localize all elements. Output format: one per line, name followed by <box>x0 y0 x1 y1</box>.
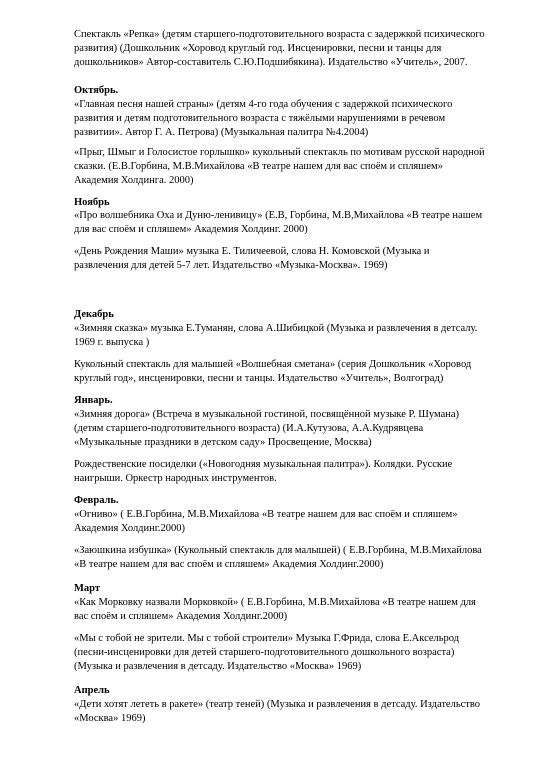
text-line: дошкольников» Автор-составитель С.Ю.Подшибякина). Издательство «Учитель», 2007. <box>74 57 468 68</box>
heading-april: Апрель <box>74 685 110 696</box>
text-line: (детям старшего-подготовительного возраста) (И.А.Кутузова, А.А.Кудрявцева <box>74 423 424 434</box>
text-line: «Зимняя сказка» музыка Е.Туманян, слова А.Шибицкой (Музыка и развлечения в детсалу. <box>74 323 478 334</box>
text-line: 1969 г. выпуска ) <box>74 337 150 348</box>
text-line: «Прыг, Шмыг и Голосистое горлышко» кукольный спектакль по мотивам русской народной <box>74 147 485 158</box>
text-line: «Мы с тобой не зрители. Мы с тобой строители» Музыка Г.Фрида, слова Е.Аксельрод <box>74 633 460 644</box>
text-line: вас споём и спляшем» Академия Холдинг.2000) <box>74 611 288 622</box>
text-line: (Музыка и развлечения в детсаду. Издательство «Москва» 1969) <box>74 661 362 672</box>
text-line: наигрыши. Оркестр народных инструментов. <box>74 473 277 484</box>
heading-february: Февраль. <box>74 495 119 506</box>
text-line: (песни-инсценировки для детей старшего-подготовительного дошкольного возраста) <box>74 647 455 658</box>
text-line: Академия Холдинг.2000) <box>74 523 186 534</box>
text-line: «Дети хотят лететь в ракете» (театр теней) (Музыка и развлечения в детсаду. Издательство <box>74 699 481 710</box>
text-line: развитии». Автор Г. А. Петрова) (Музыкальная палитра №4.2004) <box>74 127 369 138</box>
text-line: «Огниво» ( Е.В.Горбина, М.В.Михайлова «В театре нашем для вас споём и спляшем» <box>74 509 458 520</box>
text-line: Спектакль «Репка» (детям старшего-подготовительного возраста с задержкой психического <box>74 29 485 40</box>
heading-january: Январь. <box>74 395 113 406</box>
text-line: «Как Морковку назвали Морковкой» ( Е.В.Горбина, М.В.Михайлова «В театре нашем для <box>74 597 476 608</box>
text-line: «В театре нашем для вас споём и спляшем» Академия Холдинг.2000) <box>74 559 384 570</box>
text-line: «Зимняя дорога» (Встреча в музыкальной гостиной, посвящённой музыке Р. Шумана) <box>74 409 460 420</box>
text-line: развития и детям подготовительного возраста с тяжёлыми нарушениями в речевом <box>74 113 446 124</box>
text-line: «Музыкальные праздники в детском саду» Просвещение, Москва) <box>74 437 372 448</box>
heading-december: Декабрь <box>74 309 114 320</box>
text-line: Кукольный спектакль для малышей «Волшебная сметана» (серия Дошкольник «Хоровод <box>74 359 472 370</box>
heading-november: Ноябрь <box>74 197 110 208</box>
heading-october: Октябрь. <box>74 85 119 96</box>
text-line: Рождественские посиделки («Новогодняя музыкальная палитра»). Колядки. Русские <box>74 459 453 470</box>
text-line: круглый год», инсценировки, песни и танцы. Издательство «Учитель», Волгоград) <box>74 373 444 384</box>
text-line: «Заюшкина избушка» (Кукольный спектакль для малышей) ( Е.В.Горбина, М.В.Михайлова <box>74 545 482 556</box>
text-line: сказки. (Е.В.Горбина, М.В.Михайлова «В театре нашем для вас споём и спляшем» <box>74 161 443 172</box>
text-line: развития) (Дошкольник «Хоровод круглый год. Инсценировки, песни и танцы для <box>74 43 442 54</box>
heading-march: Март <box>74 583 101 594</box>
text-line: «День Рождения Маши» музыка Е. Тиличеевой, слова Н. Комовской (Музыка и <box>74 246 430 257</box>
text-line: «Главная песня нашей страны» (детям 4-го года обучения с задержкой психического <box>74 99 453 110</box>
text-line: Академия Холдинга. 2000) <box>74 175 194 186</box>
text-line: для вас споём и спляшем» Академия Холдинг. 2000) <box>74 224 308 235</box>
text-line: «Москва» 1969) <box>74 713 146 724</box>
text-line: «Про волшебника Оха и Дуню-ленивицу» (Е.В, Горбина, М.В,Михайлова «В театре нашем <box>74 210 483 221</box>
text-line: развлечения для детей 5-7 лет. Издательство «Музыка-Москва». 1969) <box>74 260 388 271</box>
